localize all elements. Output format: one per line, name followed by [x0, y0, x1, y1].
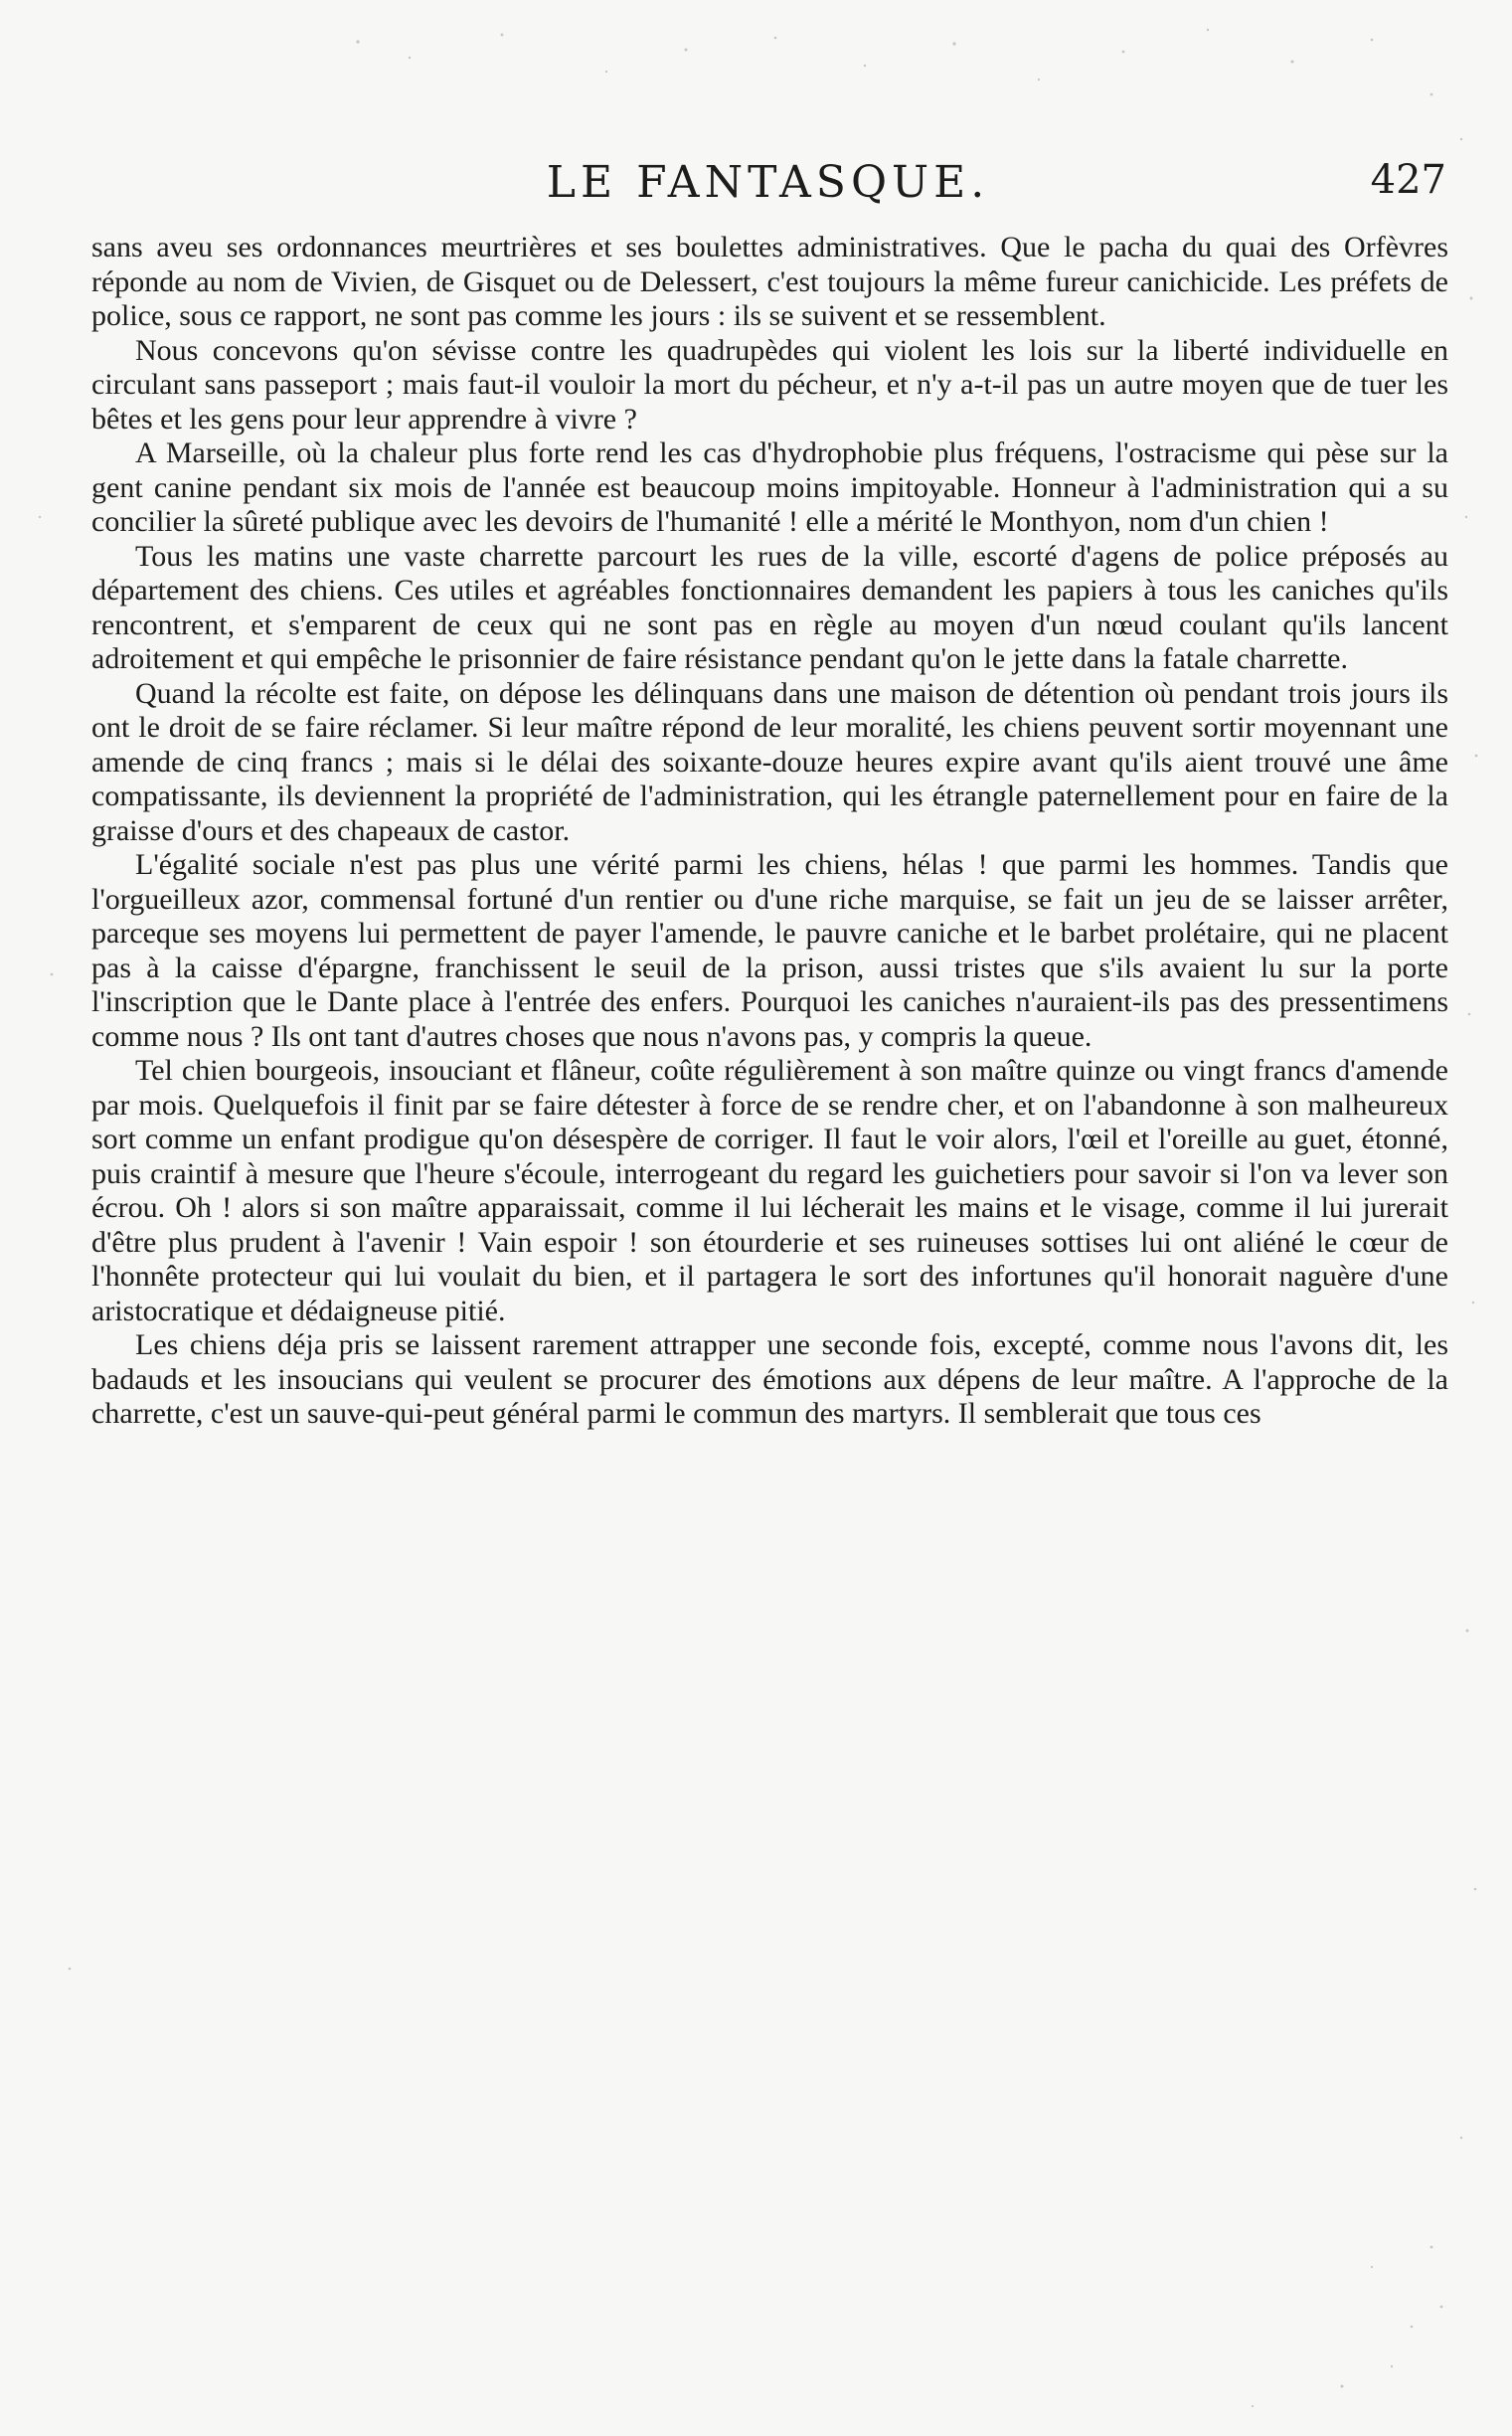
page-number: 427	[1370, 157, 1446, 203]
paragraph: L'égalité sociale n'est pas plus une vérité parmi les chiens, hélas ! que parmi les hommes. Tandis que l'orgueilleux azor, commensal fortuné d'un rentier ou d'une riche marquise, se fait un jeu de se laisser arrêter, parceque ses moyens lui permettent de payer l'amende, le pauvre caniche et le barbet prolétaire, qui ne placent pas à la caisse d'épargne, franchissent le seuil de la prison, aussi tristes que s'ils avaient lu sur la porte l'inscription que le Dante place à l'entrée des enfers. Pourquoi les caniches n'auraient-ils pas des pressentimens comme nous ? Ils ont tant d'autres choses que nous n'avons pas, y compris la queue.	[91, 848, 1448, 1053]
article-body	[91, 231, 1448, 1432]
paragraph: Nous concevons qu'on sévisse contre les quadrupèdes qui violent les lois sur la liberté individuelle en circulant sans passeport ; mais faut-il vouloir la mort du pécheur, et n'y a-t-il pas un autre moyen que de tuer les bêtes et les gens pour leur apprendre à vivre ?	[91, 333, 1448, 435]
paragraph: Les chiens déja pris se laissent rarement attrapper une seconde fois, excepté, comme nous l'avons dit, les badauds et les insoucians qui veulent se procurer des émotions aux dépens de leur maître. A l'approche de la charrette, c'est un sauve-qui-peut général parmi le commun des martyrs. Il semblerait que tous ces	[91, 1328, 1448, 1430]
page-header	[89, 149, 1446, 219]
paragraph: Tous les matins une vaste charrette parcourt les rues de la ville, escorté d'agens de police préposés au département des chiens. Ces utiles et agréables fonctionnaires demandent les papiers à tous les caniches qu'ils rencontrent, et s'emparent de ceux qui ne sont pas en règle au moyen d'un nœud coulant qu'ils lancent adroitement et qui empêche le prisonnier de faire résistance pendant qu'on le jette dans la fatale charrette.	[91, 539, 1448, 675]
paragraph: Quand la récolte est faite, on dépose les délinquans dans une maison de détention où pendant trois jours ils ont le droit de se faire réclamer. Si leur maître répond de leur moralité, les chiens peuvent sortir moyennant une amende de cinq francs ; mais si le délai des soixante-douze heures expire avant qu'ils aient trouvé une âme compatissante, ils deviennent la propriété de l'administration, qui les étrangle paternellement pour en faire de la graisse d'ours et des chapeaux de castor.	[91, 676, 1448, 847]
paragraph: A Marseille, où la chaleur plus forte rend les cas d'hydrophobie plus fréquens, l'ostracisme qui pèse sur la gent canine pendant six mois de l'année est beaucoup moins impitoyable. Honneur à l'administration qui a su concilier la sûreté publique avec les devoirs de l'humanité ! elle a mérité le Monthyon, nom d'un chien !	[91, 436, 1448, 538]
paragraph: sans aveu ses ordonnances meurtrières et ses boulettes administratives. Que le pacha du quai des Orfèvres réponde au nom de Vivien, de Gisquet ou de Delessert, c'est toujours la même fureur canichicide. Les préfets de police, sous ce rapport, ne sont pas comme les jours : ils se suivent et se ressemblent.	[91, 231, 1448, 332]
paragraph: Tel chien bourgeois, insouciant et flâneur, coûte régulièrement à son maître quinze ou vingt francs d'amende par mois. Quelquefois il finit par se faire détester à force de se rendre cher, et on l'abandonne à son malheureux sort comme un enfant prodigue qu'on désespère de corriger. Il faut le voir alors, l'œil et l'oreille au guet, étonné, puis craintif à mesure que l'heure s'écoule, interrogeant du regard les guichetiers pour savoir si l'on va lever son écrou. Oh ! alors si son maître apparaissait, comme il lui lécherait les mains et le visage, comme il lui jurerait d'être plus prudent à l'avenir ! Vain espoir ! son étourderie et ses ruineuses sottises lui ont aliéné le cœur de l'honnête protecteur qui lui voulait du bien, et il partagera le sort des infortunes qu'il honorait naguère d'une aristocratique et dédaigneuse pitié.	[91, 1054, 1448, 1327]
running-title: LE FANTASQUE.	[546, 157, 990, 208]
